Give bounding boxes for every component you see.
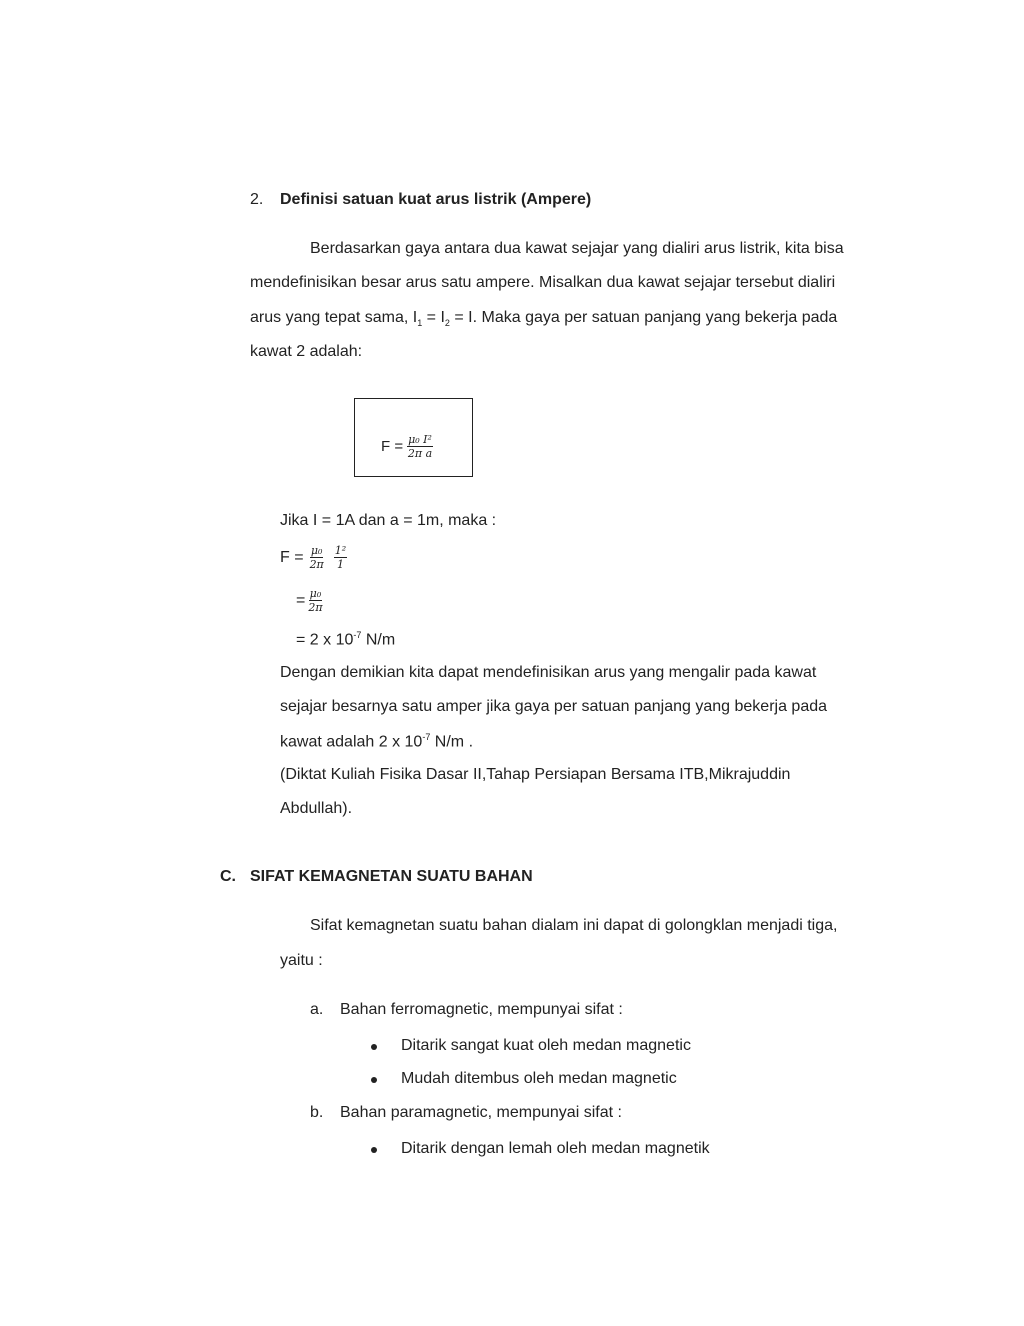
example-step-2 [296,587,323,614]
fraction-denominator: 2π a [407,447,433,460]
paragraph-line [250,309,880,328]
bullet-icon [371,1147,377,1153]
formula-lhs: F = [381,438,404,455]
bullet-item: Ditarik sangat kuat oleh medan magnetic [401,1037,691,1054]
text-fragment: N/m . [430,733,474,751]
list-item-label: Bahan paramagnetic, mempunyai sifat : [340,1104,622,1121]
fraction-denominator: 1 [337,558,344,571]
list-item-label: Bahan ferromagnetic, mempunyai sifat : [340,1001,623,1018]
superscript: -7 [422,732,431,742]
example-step-3 [296,630,395,649]
paragraph-line: mendefinisikan besar arus satu ampere. Misalkan dua kawat sejajar tersebut dialiri [250,274,836,291]
text-fragment: = I [422,309,445,326]
section-number: 2. [250,191,264,208]
text-fragment: = 2 x 10 [296,631,354,649]
fraction-numerator: μ₀ [309,587,322,600]
text-fragment: kawat adalah 2 x 10 [280,733,423,751]
conclusion-line [280,732,473,751]
bullet-icon [371,1044,377,1050]
formula [381,433,433,460]
superscript: -7 [353,630,362,640]
fraction-numerator: μ₀ [310,544,323,557]
fraction-denominator: 2π [309,558,324,571]
bullet-item: Ditarik dengan lemah oleh medan magnetik [401,1140,710,1157]
step-lhs: = [296,591,306,609]
section-title: SIFAT KEMAGNETAN SUATU BAHAN [250,868,533,885]
fraction-numerator: μ₀ I² [408,433,432,446]
formula-fraction [407,433,433,460]
example-given: Jika I = 1A dan a = 1m, maka : [280,512,497,529]
intro-line: Sifat kemagnetan suatu bahan dialam ini dapat di golongklan menjadi tiga, [310,917,838,934]
fraction [308,587,322,614]
subscript: 1 [417,318,423,329]
step-lhs: F = [280,548,304,566]
text-fragment: N/m [361,631,396,649]
conclusion-line: Dengan demikian kita dapat mendefinisikan arus yang mengalir pada kawat [280,664,817,681]
paragraph-text [250,309,837,328]
formula-box [354,398,473,477]
fraction [310,544,324,571]
fraction [334,544,347,571]
bullet-icon [371,1077,377,1083]
example-step-1 [280,544,347,571]
fraction-numerator: 1² [334,544,347,557]
section-title: Definisi satuan kuat arus listrik (Ampere) [280,191,592,208]
fraction-denominator: 2π [308,601,323,614]
subscript: 2 [444,318,450,329]
list-marker: a. [310,1001,324,1018]
citation-line: Abdullah). [280,800,353,817]
list-marker: b. [310,1104,324,1121]
bullet-item: Mudah ditembus oleh medan magnetic [401,1070,677,1087]
text-fragment: = I. Maka gaya per satuan panjang yang bekerja pada [449,309,838,326]
section-letter: C. [220,868,236,885]
text-fragment: arus yang tepat sama, I [250,309,418,326]
citation-line: (Diktat Kuliah Fisika Dasar II,Tahap Persiapan Bersama ITB,Mikrajuddin [280,766,791,783]
intro-line: yaitu : [280,952,323,969]
paragraph-line: Berdasarkan gaya antara dua kawat sejajar yang dialiri arus listrik, kita bisa [310,240,844,257]
conclusion-line: sejajar besarnya satu amper jika gaya per satuan panjang yang bekerja pada [280,698,828,715]
paragraph-line: kawat 2 adalah: [250,343,363,360]
